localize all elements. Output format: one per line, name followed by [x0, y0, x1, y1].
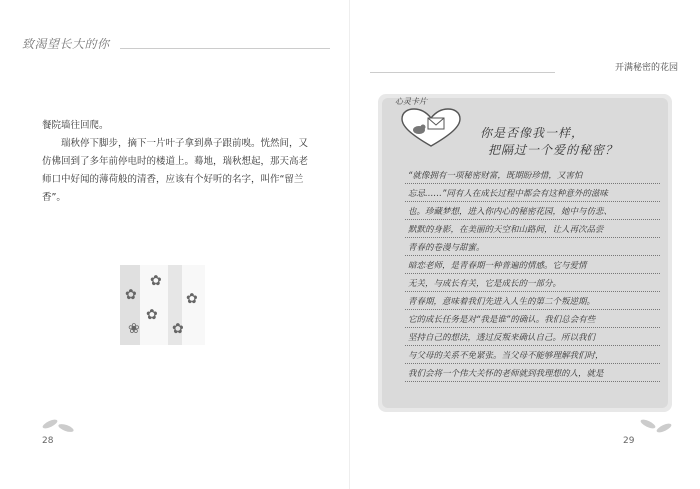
- book-title-header: 致渴望长大的你: [22, 37, 110, 51]
- card-line-7: 无关，与成长有关，它是成长的一部分。: [408, 279, 562, 289]
- card-line-3: 也。珍藏梦想，进入你内心的秘密花园，她中与仿悲、: [408, 207, 613, 217]
- floral-illustration: ✿ ✿ ✿ ✿ ✿ ❀: [120, 265, 205, 345]
- chapter-title-header: 开满秘密的花园: [614, 63, 678, 73]
- body-text: [42, 117, 317, 207]
- page-number-right: 29: [623, 436, 635, 446]
- card-line-4: 默默的身影，在美丽的天空和山路间，让人再次品尝: [408, 225, 604, 235]
- card-title-line-2: 把隔过一个爱的秘密？: [488, 143, 619, 157]
- card-line-1: “就像拥有一项秘密财富，既期盼珍惜，又害怕: [408, 171, 583, 181]
- card-line-2: 忘忌……”同有人在成长过程中都会有这种意外的滋味: [408, 189, 608, 199]
- paragraph-2: 瑞秋停下脚步，摘下一片叶子拿到鼻子跟前嗅。恍然间，又仿佛回到了多年前停电时的楼道上。蓦地，瑞秋想起，那天高老师口中好闻的薄荷般的清香，应该有个好听的名字，叫作“留兰香”。: [42, 138, 309, 203]
- card-line-9: 它的成长任务是对“我是谁”的确认。我们总会有些: [408, 315, 596, 325]
- card-line-8: 青春期，意味着我们先进入人生的第二个叛逆期。: [408, 297, 596, 307]
- card-line-6: 暗恋老师，是青春期一种普遍的情感。它与爱情: [408, 261, 587, 271]
- paragraph-1: 餐院墙往回爬。: [42, 120, 109, 131]
- card-badge: 心灵卡片: [395, 97, 427, 106]
- card-line-5: 青春的卷漫与甜蜜。: [408, 243, 485, 253]
- heart-envelope-icon: [400, 108, 462, 148]
- card-line-11: 与父母的关系不免紧张。当父母不能够理解我们时，: [408, 351, 604, 361]
- card-line-12: 我们会将一个伟大关怀的老师就到我理想的人，就是: [408, 369, 604, 379]
- card-line-10: 坚持自己的想法，透过反叛来确认自己。所以我们: [408, 333, 596, 343]
- page-number-left: 28: [42, 436, 54, 446]
- card-title-line-1: 你是否像我一样，: [480, 126, 585, 140]
- header-rule-left: [120, 48, 330, 49]
- header-rule-right: [370, 72, 555, 73]
